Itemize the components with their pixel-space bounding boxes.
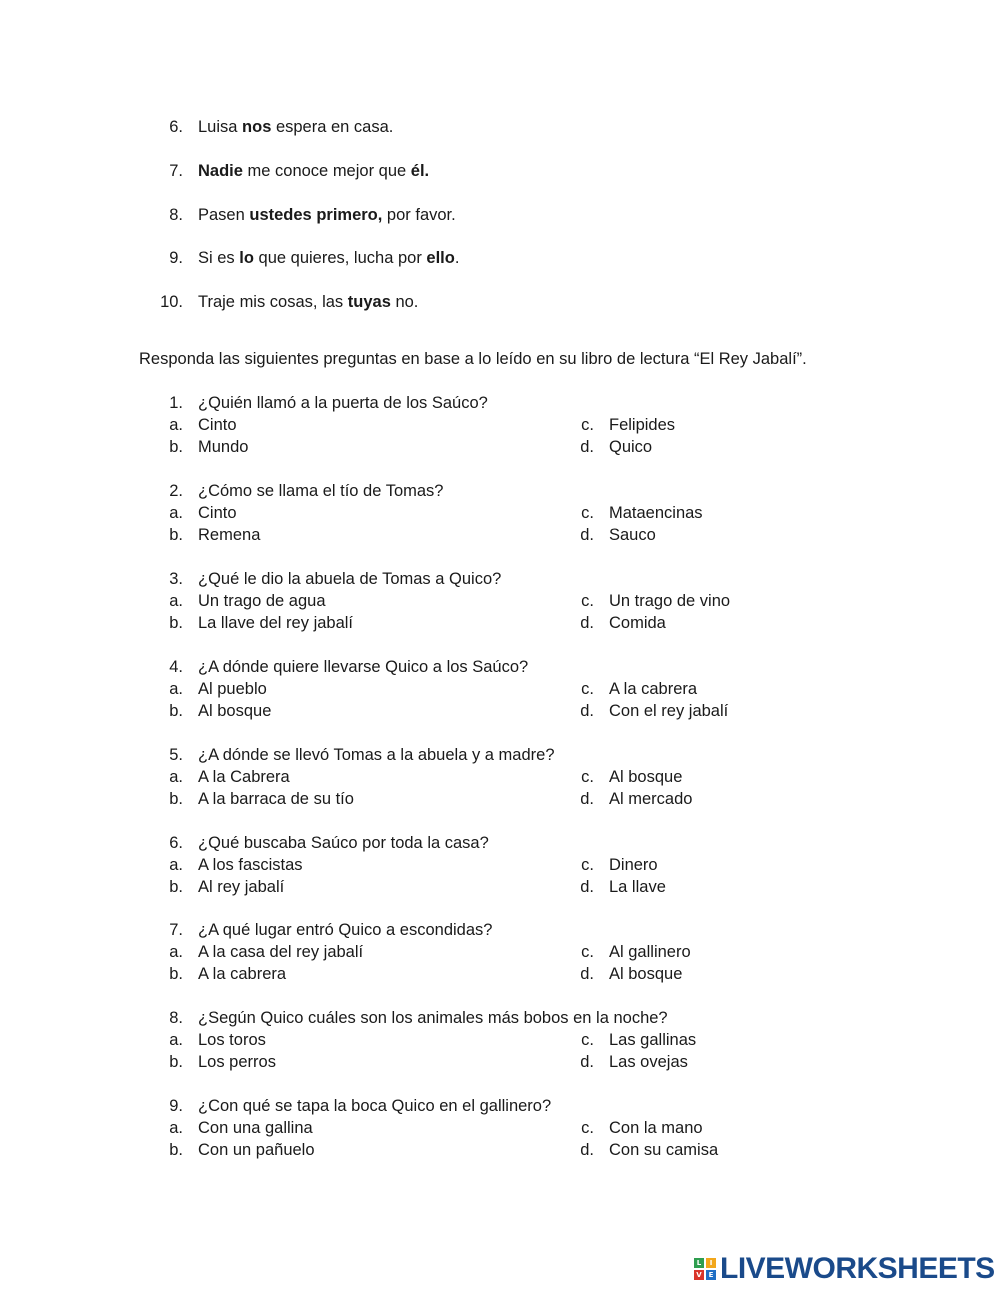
question-text: ¿Cómo se llama el tío de Tomas? — [198, 482, 444, 500]
question-number: 9. — [169, 1097, 183, 1115]
item-number: 9. — [169, 249, 183, 267]
option-b-text: Los perros — [198, 1053, 276, 1071]
bold-word: él. — [410, 162, 430, 180]
option-letter-d: d. — [580, 526, 594, 544]
question-text: ¿Qué le dio la abuela de Tomas a Quico? — [198, 570, 502, 588]
question-number: 1. — [169, 394, 183, 412]
option-letter-d: d. — [580, 614, 594, 632]
option-letter-d: d. — [580, 878, 594, 896]
sentence-text — [198, 116, 393, 138]
option-d-text: Las ovejas — [609, 1053, 688, 1071]
option-letter-c: c. — [581, 1031, 594, 1049]
bold-word: nos — [242, 118, 272, 136]
option-b-text: Al bosque — [198, 702, 272, 720]
option-letter-b: b. — [169, 1141, 183, 1159]
option-letter-c: c. — [581, 1119, 594, 1137]
option-a-text: Un trago de agua — [198, 592, 326, 610]
bold-word: ustedes primero, — [249, 206, 383, 224]
option-letter-a: a. — [169, 1119, 183, 1137]
question-number: 8. — [169, 1009, 183, 1027]
question-text: ¿Con qué se tapa la boca Quico en el gallinero? — [198, 1097, 552, 1115]
question-text: ¿A qué lugar entró Quico a escondidas? — [198, 921, 493, 939]
option-letter-c: c. — [581, 592, 594, 610]
option-d-text: Quico — [609, 438, 653, 456]
question-text: ¿Según Quico cuáles son los animales más bobos en la noche? — [198, 1009, 668, 1027]
logo-tiles-icon — [694, 1258, 716, 1280]
option-letter-d: d. — [580, 702, 594, 720]
sentence-segment: Pasen — [198, 206, 250, 224]
option-a-text: Cinto — [198, 504, 237, 522]
question-number: 4. — [169, 658, 183, 676]
question-number: 7. — [169, 921, 183, 939]
sentence-segment: Si es — [198, 249, 240, 267]
sentence-segment: no. — [390, 293, 419, 311]
option-letter-a: a. — [169, 416, 183, 434]
option-letter-b: b. — [169, 438, 183, 456]
logo-tile: I — [706, 1258, 716, 1268]
option-letter-b: b. — [169, 1053, 183, 1071]
item-number: 10. — [160, 293, 183, 311]
option-d-text: La llave — [609, 878, 666, 896]
option-letter-a: a. — [169, 943, 183, 961]
option-letter-d: d. — [580, 790, 594, 808]
question-number: 2. — [169, 482, 183, 500]
bold-word: lo — [239, 249, 254, 267]
option-letter-d: d. — [580, 1141, 594, 1159]
option-b-text: Remena — [198, 526, 261, 544]
option-b-text: Al rey jabalí — [198, 878, 285, 896]
option-d-text: Comida — [609, 614, 666, 632]
option-letter-b: b. — [169, 965, 183, 983]
option-a-text: Cinto — [198, 416, 237, 434]
item-number: 6. — [169, 118, 183, 136]
option-c-text: Felipides — [609, 416, 676, 434]
option-letter-a: a. — [169, 1031, 183, 1049]
option-letter-d: d. — [580, 965, 594, 983]
option-letter-b: b. — [169, 526, 183, 544]
question-text: ¿A dónde se llevó Tomas a la abuela y a madre? — [198, 746, 555, 764]
option-c-text: Al gallinero — [609, 943, 691, 961]
option-letter-c: c. — [581, 943, 594, 961]
sentence-text — [198, 247, 459, 269]
bold-word: tuyas — [347, 293, 391, 311]
option-letter-a: a. — [169, 592, 183, 610]
option-c-text: Con la mano — [609, 1119, 703, 1137]
question-number: 6. — [169, 834, 183, 852]
logo-text: LIVEWORKSHEETS — [720, 1252, 995, 1285]
option-letter-b: b. — [169, 614, 183, 632]
option-letter-d: d. — [580, 1053, 594, 1071]
option-d-text: Con el rey jabalí — [609, 702, 729, 720]
option-c-text: Al bosque — [609, 768, 683, 786]
sentence-text — [198, 204, 456, 226]
option-letter-d: d. — [580, 438, 594, 456]
sentence-text — [198, 291, 418, 313]
bold-word: Nadie — [198, 162, 243, 180]
option-d-text: Al bosque — [609, 965, 683, 983]
option-letter-c: c. — [581, 856, 594, 874]
option-c-text: Un trago de vino — [609, 592, 731, 610]
option-b-text: La llave del rey jabalí — [198, 614, 354, 632]
option-c-text: Dinero — [609, 856, 658, 874]
sentence-segment: Luisa — [198, 118, 243, 136]
option-d-text: Con su camisa — [609, 1141, 719, 1159]
option-letter-a: a. — [169, 504, 183, 522]
logo-tile: L — [694, 1258, 704, 1268]
sentence-segment: . — [454, 249, 460, 267]
option-letter-c: c. — [581, 504, 594, 522]
instruction-text: Responda las siguientes preguntas en base a lo leído en su libro de lectura “El Rey Jabalí”. — [139, 350, 807, 368]
option-d-text: Al mercado — [609, 790, 693, 808]
sentence-segment: que quieres, lucha por — [253, 249, 427, 267]
option-c-text: Las gallinas — [609, 1031, 697, 1049]
option-c-text: A la cabrera — [609, 680, 698, 698]
option-letter-c: c. — [581, 768, 594, 786]
item-number: 7. — [169, 162, 183, 180]
bold-word: ello — [426, 249, 455, 267]
option-letter-b: b. — [169, 790, 183, 808]
option-b-text: Mundo — [198, 438, 249, 456]
option-b-text: Con un pañuelo — [198, 1141, 315, 1159]
sentence-segment: por favor. — [382, 206, 456, 224]
option-a-text: A los fascistas — [198, 856, 303, 874]
option-letter-b: b. — [169, 878, 183, 896]
sentence-segment: me conoce mejor que — [242, 162, 411, 180]
option-letter-c: c. — [581, 680, 594, 698]
option-letter-a: a. — [169, 856, 183, 874]
option-b-text: A la cabrera — [198, 965, 287, 983]
option-a-text: Al pueblo — [198, 680, 267, 698]
option-letter-a: a. — [169, 680, 183, 698]
question-number: 5. — [169, 746, 183, 764]
question-text: ¿A dónde quiere llevarse Quico a los Saúco? — [198, 658, 529, 676]
sentence-segment: espera en casa. — [271, 118, 394, 136]
question-number: 3. — [169, 570, 183, 588]
logo-tile: E — [706, 1270, 716, 1280]
option-a-text: Los toros — [198, 1031, 266, 1049]
option-letter-a: a. — [169, 768, 183, 786]
option-c-text: Mataencinas — [609, 504, 703, 522]
option-b-text: A la barraca de su tío — [198, 790, 354, 808]
question-text: ¿Qué buscaba Saúco por toda la casa? — [198, 834, 489, 852]
option-d-text: Sauco — [609, 526, 656, 544]
option-letter-b: b. — [169, 702, 183, 720]
option-a-text: Con una gallina — [198, 1119, 313, 1137]
option-a-text: A la Cabrera — [198, 768, 290, 786]
option-a-text: A la casa del rey jabalí — [198, 943, 364, 961]
sentence-text — [198, 160, 429, 182]
question-text: ¿Quién llamó a la puerta de los Saúco? — [198, 394, 488, 412]
logo-tile: V — [694, 1270, 704, 1280]
sentence-segment: Traje mis cosas, las — [198, 293, 348, 311]
liveworksheets-logo — [694, 1253, 995, 1285]
option-letter-c: c. — [581, 416, 594, 434]
item-number: 8. — [169, 206, 183, 224]
